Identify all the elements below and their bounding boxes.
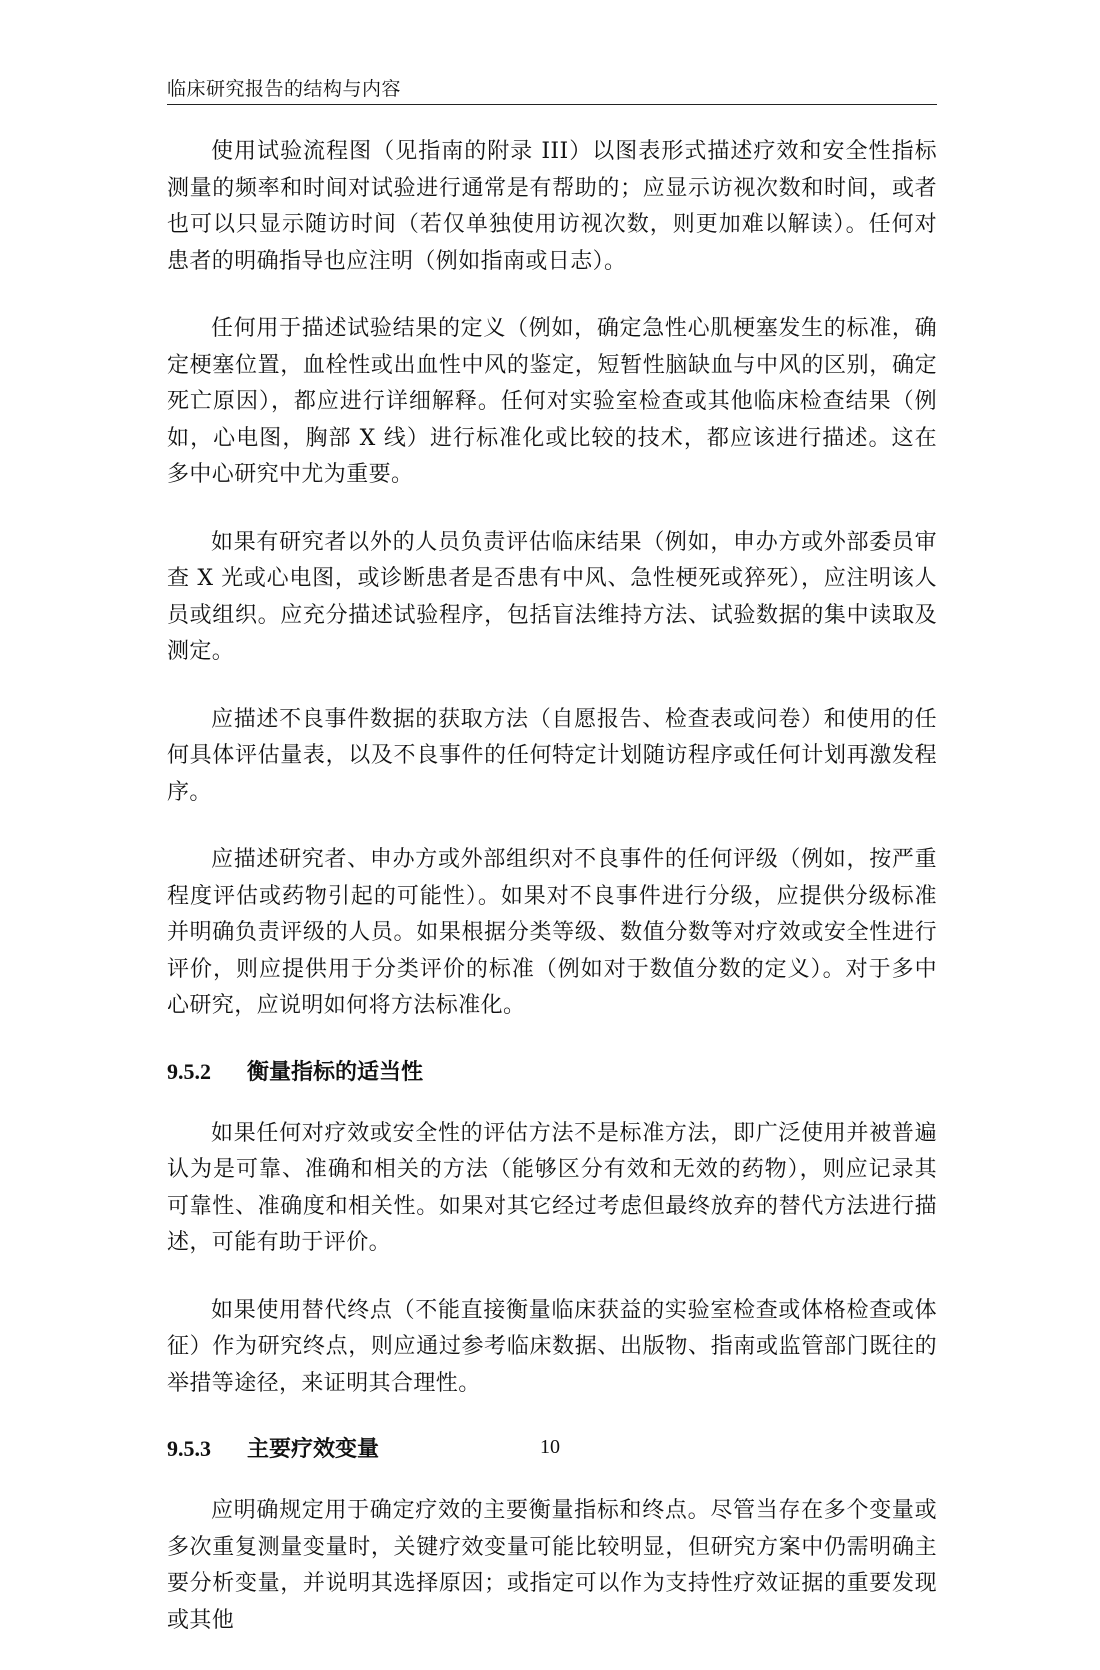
body-paragraph: 应描述研究者、申办方或外部组织对不良事件的任何评级（例如，按严重程度评估或药物引起的可能性）。如果对不良事件进行分级，应提供分级标准并明确负责评级的人员。如果根据分类等级、数值分数等对疗效或安全性进行评价，则应提供用于分类评价的标准（例如对于数值分数的定义）。对于多中心研究，应说明如何将方法标准化。 [167,847,937,1018]
body-paragraph: 应明确规定用于确定疗效的主要衡量指标和终点。尽管当存在多个变量或多次重复测量变量时，关键疗效变量可能比较明显，但研究方案中仍需明确主要分析变量，并说明其选择原因；或指定可以作为支持性疗效证据的重要发现或其他 [167,1498,937,1633]
body-paragraph: 如果任何对疗效或安全性的评估方法不是标准方法，即广泛使用并被普遍认为是可靠、准确和相关的方法（能够区分有效和无效的药物），则应记录其可靠性、准确度和相关性。如果对其它经过考虑但最终放弃的替代方法进行描述，可能有助于评价。 [167,1120,937,1255]
body-paragraph: 如果有研究者以外的人员负责评估临床结果（例如，申办方或外部委员审查 X 光或心电图，或诊断患者是否患有中风、急性梗死或猝死），应注明该人员或组织。应充分描述试验程序，包括盲法维持方法、试验数据的集中读取及测定。 [167,529,937,664]
body-paragraph: 任何用于描述试验结果的定义（例如，确定急性心肌梗塞发生的标准，确定梗塞位置，血栓性或出血性中风的鉴定，短暂性脑缺血与中风的区别，确定死亡原因），都应进行详细解释。任何对实验室检查或其他临床检查结果（例如，心电图，胸部 X 线）进行标准化或比较的技术，都应该进行描述。这在多中心研究中尤为重要。 [167,316,937,487]
body-paragraph: 使用试验流程图（见指南的附录 III）以图表形式描述疗效和安全性指标测量的频率和时间对试验进行通常是有帮助的；应显示访视次数和时间，或者也可以只显示随访时间（若仅单独使用访视次数，则更加难以解读）。任何对患者的明确指导也应注明（例如指南或日志）。 [167,139,937,274]
section-number: 9.5.2 [167,1058,211,1084]
running-header: 临床研究报告的结构与内容 [167,76,937,105]
page-number: 10 [540,1436,560,1458]
section-heading-9-5-2 [167,1056,937,1088]
section-number: 9.5.3 [167,1436,211,1461]
section-title: 衡量指标的适当性 [247,1058,424,1085]
body-paragraph: 应描述不良事件数据的获取方法（自愿报告、检查表或问卷）和使用的任何具体评估量表，以及不良事件的任何特定计划随访程序或任何计划再激发程序。 [167,706,937,805]
section-title: 主要疗效变量 [247,1436,380,1462]
body-paragraph: 如果使用替代终点（不能直接衡量临床获益的实验室检查或体格检查或体征）作为研究终点，则应通过参考临床数据、出版物、指南或监管部门既往的举措等途径，来证明其合理性。 [167,1297,937,1396]
